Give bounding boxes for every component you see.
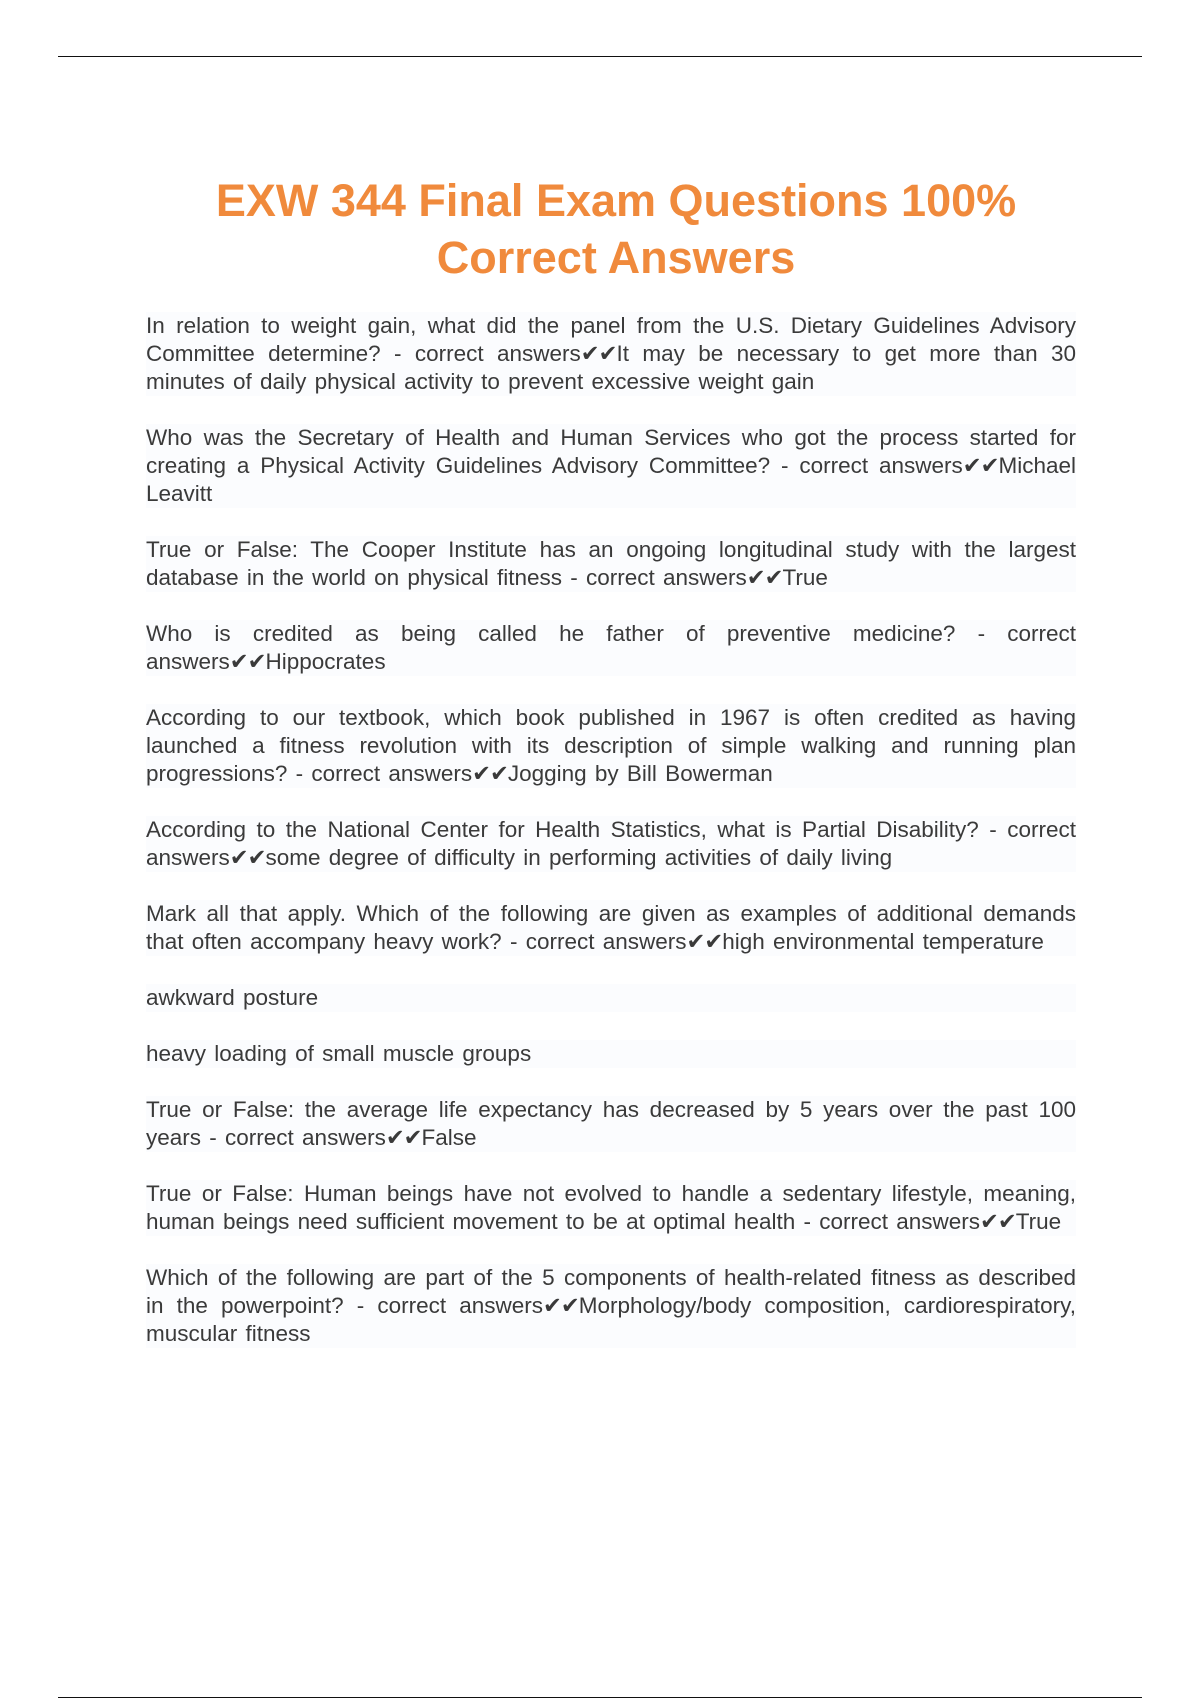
- answer-separator: - correct answers: [380, 341, 581, 366]
- top-rule: [58, 56, 1142, 57]
- qa-item-9: [146, 1180, 1076, 1236]
- check-mark-icon: ✔✔: [229, 845, 266, 870]
- answer-separator: - correct answers: [343, 1293, 543, 1318]
- check-mark-icon: ✔✔: [746, 565, 783, 590]
- answer-text: high environmental temperature: [722, 929, 1044, 954]
- answer-text: Jogging by Bill Bowerman: [507, 761, 773, 786]
- check-mark-icon: ✔✔: [580, 341, 617, 366]
- answer-text: It may be necessary to get more than 30 minutes of daily physical activity to prevent excessive weight gain: [146, 341, 1077, 394]
- question-text: Who is credited as being called he father of preventive medicine?: [146, 621, 956, 646]
- check-mark-icon: ✔✔: [385, 1125, 422, 1150]
- answer-separator: - correct answers: [501, 929, 687, 954]
- answer-text: some degree of difficulty in performing activities of daily living: [265, 845, 893, 870]
- question-text: Who was the Secretary of Health and Human Services who got the process started for creating a Physical Activity Guidelines Advisory Committee?: [146, 425, 1076, 478]
- question-text: In relation to weight gain, what did the panel from the U.S. Dietary Guidelines Advisory Committee determine?: [146, 313, 1076, 366]
- question-text: True or False: The Cooper Institute has an ongoing longitudinal study with the largest database in the world on physical fitness: [146, 537, 1076, 590]
- answer-text: Michael Leavitt: [146, 453, 1076, 506]
- check-mark-icon: ✔✔: [686, 929, 723, 954]
- qa-list: [146, 312, 1076, 1376]
- check-mark-icon: ✔✔: [229, 649, 266, 674]
- question-text: According to the National Center for Health Statistics, what is Partial Disability?: [146, 817, 979, 842]
- answer-text: False: [421, 1125, 477, 1150]
- check-mark-icon: ✔✔: [962, 453, 999, 478]
- answer-continuation-line: heavy loading of small muscle groups: [146, 1040, 1076, 1068]
- answer-separator: - correct answers: [562, 565, 747, 590]
- qa-item-1: [146, 312, 1076, 396]
- qa-item-2: [146, 424, 1076, 508]
- check-mark-icon: ✔✔: [542, 1293, 579, 1318]
- question-text: Which of the following are part of the 5 components of health-related fitness as described in the powerpoint?: [146, 1265, 1076, 1318]
- question-text: True or False: the average life expectancy has decreased by 5 years over the past 100 years: [146, 1097, 1076, 1150]
- qa-item-3: [146, 536, 1076, 592]
- question-text: True or False: Human beings have not evolved to handle a sedentary lifestyle, meaning, human beings need sufficient movement to be at optimal health: [146, 1181, 1076, 1234]
- question-text: According to our textbook, which book published in 1967 is often credited as having launched a fitness revolution with its description of simple walking and running plan progressions?: [146, 705, 1076, 786]
- qa-item-8: [146, 1096, 1076, 1152]
- document-title: EXW 344 Final Exam Questions 100% Correct Answers: [215, 175, 1017, 283]
- bottom-rule: [58, 1697, 1142, 1698]
- qa-item-4: [146, 620, 1076, 676]
- qa-item-6: [146, 816, 1076, 872]
- answer-text: Hippocrates: [265, 649, 386, 674]
- answer-separator: - correct answers: [770, 453, 963, 478]
- answer-separator: - correct answers: [201, 1125, 386, 1150]
- check-mark-icon: ✔✔: [472, 761, 508, 786]
- answer-text: True: [1015, 1209, 1062, 1234]
- check-mark-icon: ✔✔: [980, 1209, 1016, 1234]
- qa-item-7: [146, 900, 1076, 956]
- answer-separator: - correct answers: [146, 621, 1076, 674]
- question-text: Mark all that apply. Which of the following are given as examples of additional demands that often accompany heavy work?: [146, 901, 1076, 954]
- answer-text: Morphology/body composition, cardiorespiratory, muscular fitness: [146, 1293, 1076, 1346]
- answer-text: True: [782, 565, 828, 590]
- qa-item-10: [146, 1264, 1076, 1348]
- qa-item-5: [146, 704, 1076, 788]
- answer-continuation-line: awkward posture: [146, 984, 1076, 1012]
- answer-separator: - correct answers: [146, 817, 1076, 870]
- answer-separator: - correct answers: [795, 1209, 981, 1234]
- answer-separator: - correct answers: [287, 761, 473, 786]
